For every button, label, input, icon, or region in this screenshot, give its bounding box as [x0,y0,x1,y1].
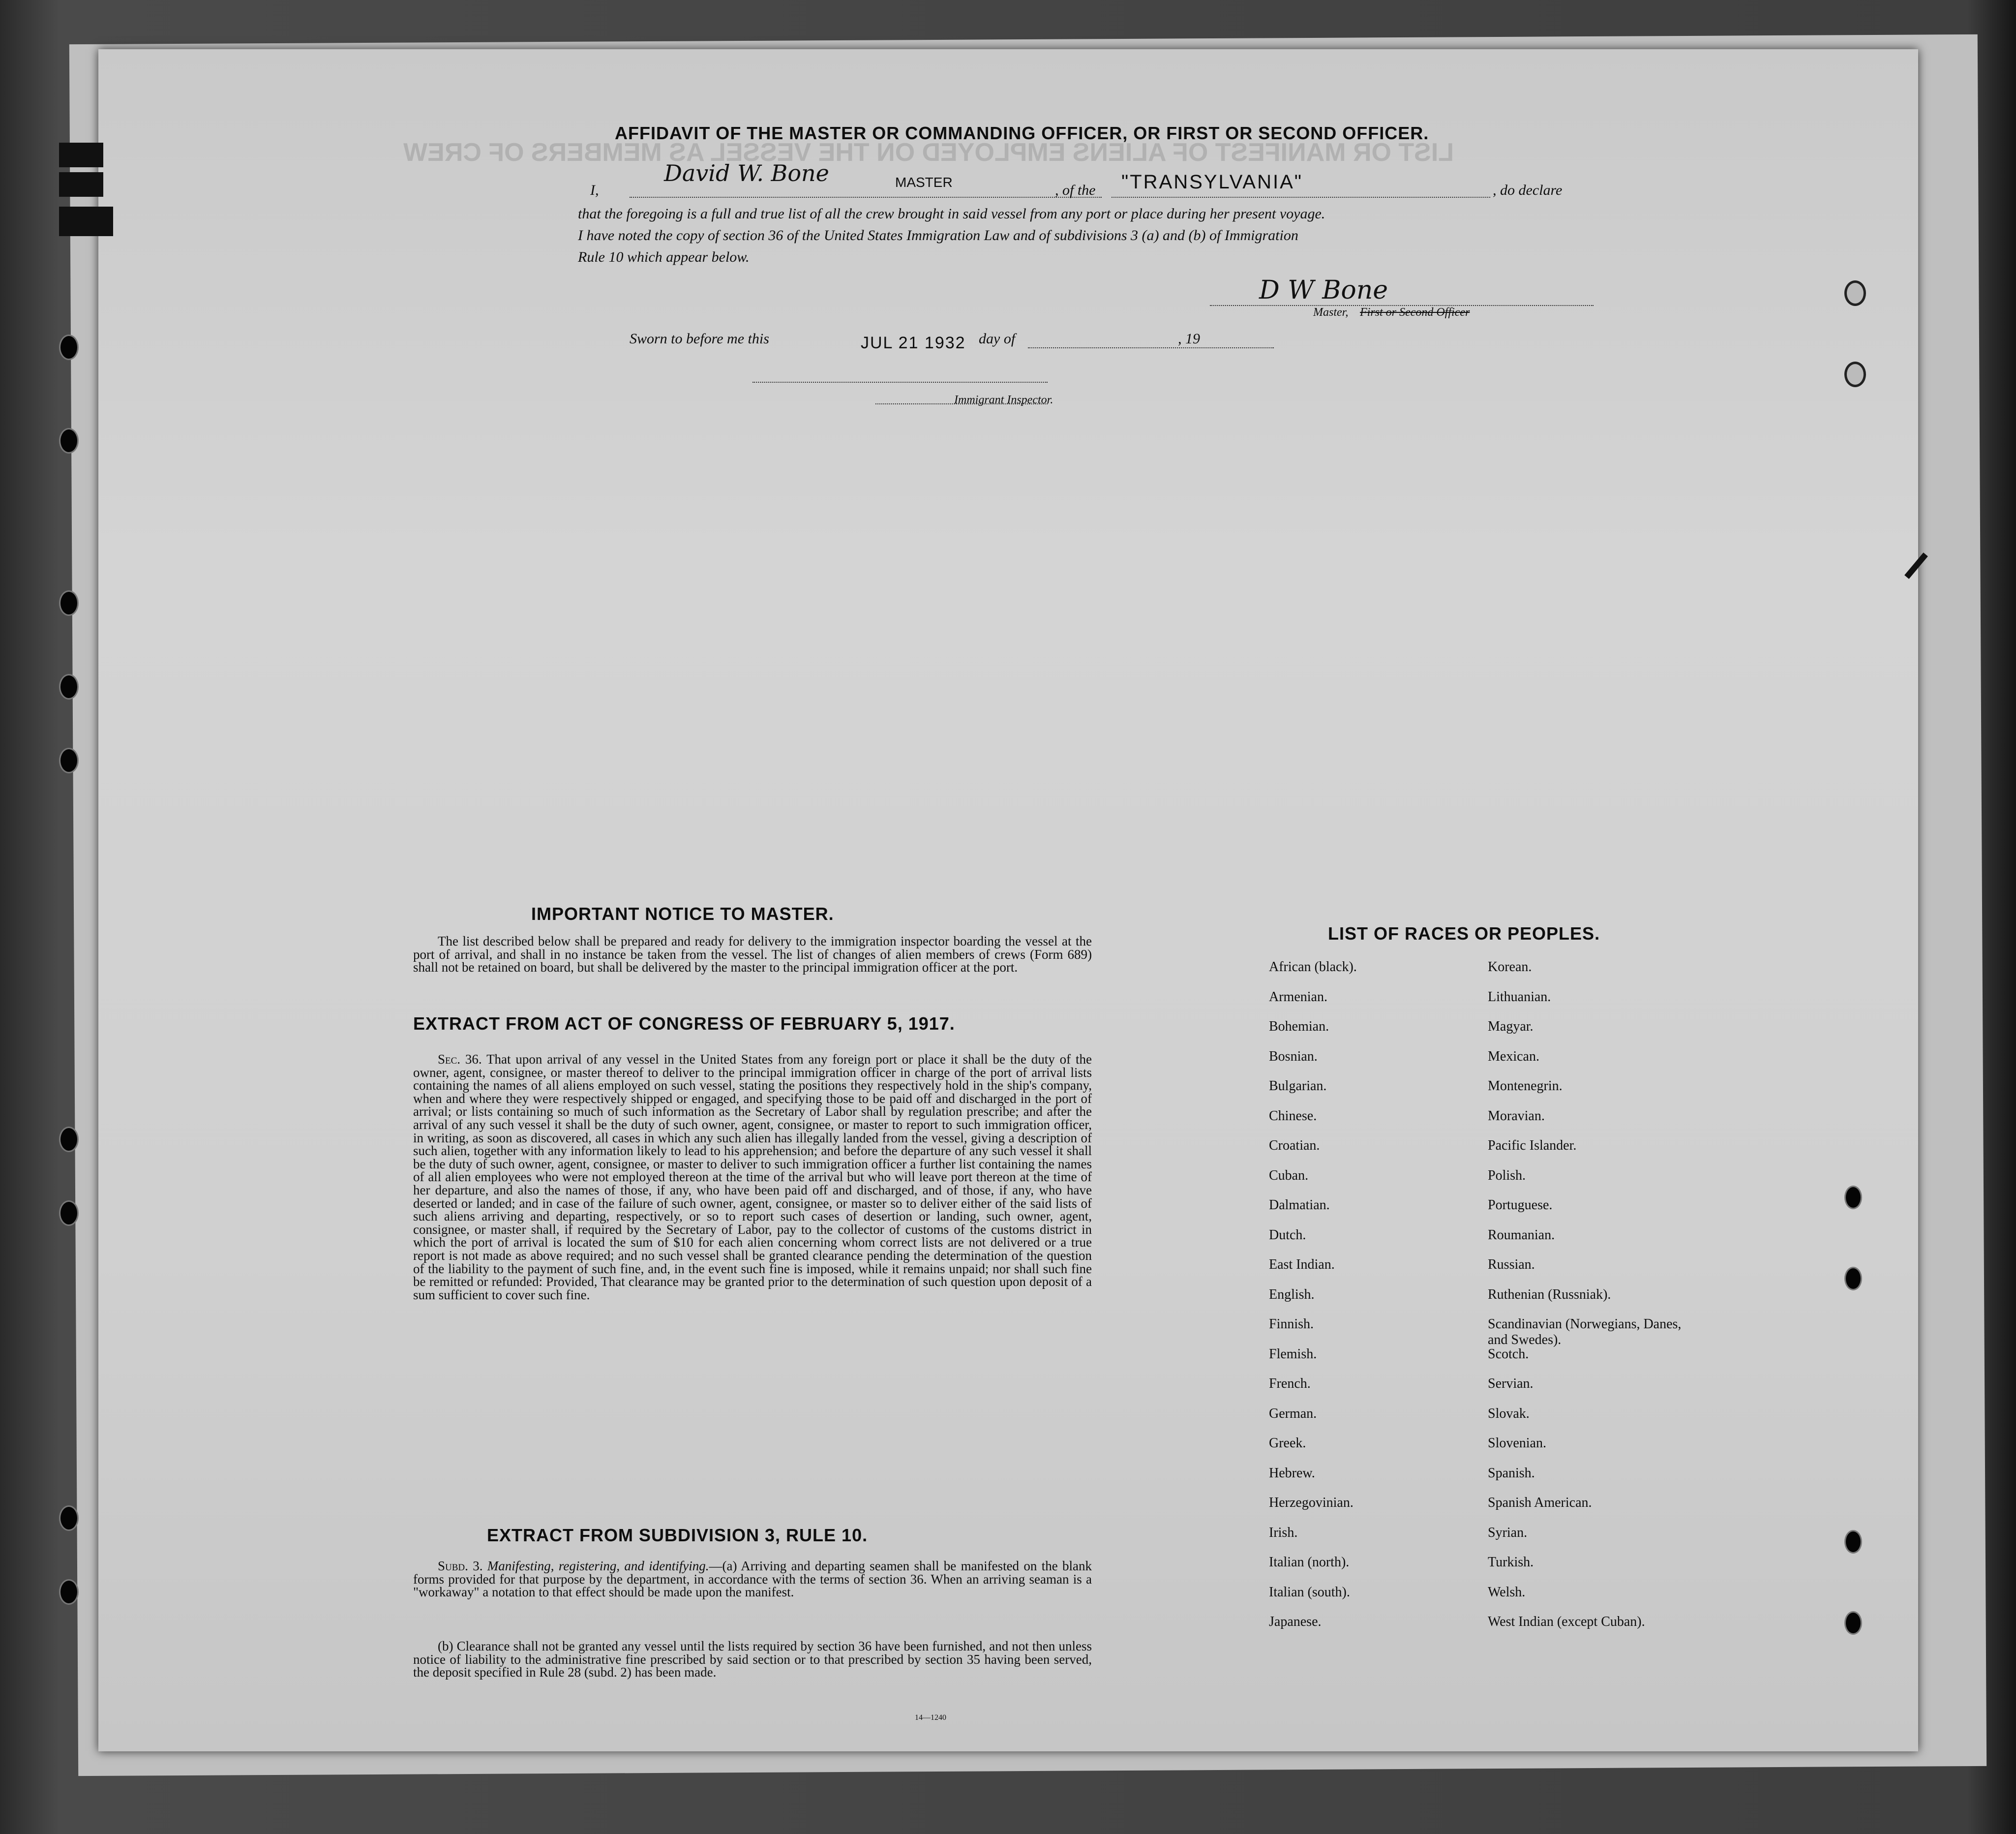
race-item: Slovak. [1488,1406,1530,1421]
race-item: Greek. [1269,1436,1306,1451]
race-item: Spanish American. [1488,1495,1592,1510]
redaction-mark [59,207,113,236]
subd-heading: Manifesting, registering, and identifying. [487,1559,709,1573]
race-item: African (black). [1269,959,1357,975]
race-item: Scotch. [1488,1346,1529,1362]
race-item: Servian. [1488,1376,1534,1391]
race-item: Irish. [1269,1525,1298,1540]
act-title: EXTRACT FROM ACT OF CONGRESS OF FEBRUARY 5, 1917. [413,1013,955,1034]
redaction-mark [59,172,103,197]
name-underline [630,197,1102,198]
affidavit-i-label: I, [590,182,599,198]
race-item: Dalmatian. [1269,1197,1330,1213]
day-of-label: day of [979,331,1016,347]
race-item: Herzegovinian. [1269,1495,1354,1510]
race-item: Ruthenian (Russniak). [1488,1286,1611,1302]
race-item: Mexican. [1488,1048,1539,1064]
punch-hole-icon [1844,1267,1862,1290]
punch-hole-icon [59,748,79,773]
rule-text-b: (b) Clearance shall not be granted any vessel until the lists required by section 36 have been furnished, and not then unless notice of liability to the administrative fine prescribed by said section or to that prescribed by section 35 having been served, the deposit specified in Rule 28 (subd. 2) has been made. [413,1639,1092,1680]
race-item: Magyar. [1488,1019,1534,1034]
punch-hole-icon [59,1505,79,1531]
binder-ring-icon [1844,280,1866,306]
year-label: , 19 [1178,331,1200,347]
race-item: German. [1269,1406,1317,1421]
redaction-mark [59,143,103,167]
race-item: Korean. [1488,959,1532,975]
rule-text-a [413,1559,1092,1599]
punch-hole-icon [1844,1611,1862,1635]
rank-stamp: MASTER [895,175,953,190]
punch-hole-icon [59,1127,79,1152]
affidavit-title: AFFIDAVIT OF THE MASTER OR COMMANDING OFFICER, OR FIRST OR SECOND OFFICER. [615,123,1429,143]
inspector-label: Immigrant Inspector. [954,394,1053,406]
act-text [413,1053,1092,1301]
subd-label: Subd. 3. [438,1559,483,1573]
race-item: Armenian. [1269,989,1327,1005]
punch-hole-icon [59,1200,79,1226]
race-item: Finnish. [1269,1316,1314,1332]
subd-text-a: —(a) Arriving and departing seamen shall be manifested on the blank forms provided for that purpose by the department, in accordance with the terms of section 36. When an arriving seaman is a "workaway" a notation to that effect should be made upon the manifest. [413,1559,1092,1600]
race-item: West Indian (except Cuban). [1488,1614,1645,1629]
race-item: Bohemian. [1269,1019,1329,1034]
day-underline [1028,347,1274,348]
race-item: Hebrew. [1269,1465,1315,1481]
act-body: That upon arrival of any vessel in the United States from any foreign port or place it shall be the duty of the owner, agent, consignee, or master thereof to deliver to the principal immigration officer in charge of the port of arrival lists containing the names of all aliens employed on such vessel, stating the positions they respectively hold in the ship's company, when and where they were respectively shipped or engaged, and specifying those to be paid off and discharged in the port of arrival; or lists containing so much of such information as the Secretary of Labor shall by regulation prescribe; and after the arrival of any such vessel it shall be the duty of such owner, agent, consignee, or master to report to such immigration officer, in writing, as soon as discovered, all cases in which any such alien has illegally landed from the vessel, giving a description of such alien, together with any information likely to lead to his apprehension; and before the departure of any such vessel it shall be the duty of such owner, agent, consignee, or master to deliver to such immigration officer a further list containing the names of all alien employees who were not employed thereon at the time of the arrival but who will leave port thereon at the time of her departure, and also the names of those, if any, who have been paid off and discharged, and of those, if any, who have deserted or landed; and in case of the failure of such owner, agent, consignee, or master so to deliver either of the said lists of such aliens arriving and departing, respectively, or so to report such cases of desertion or landing, such owner, agent, consignee, or master shall, if required by the Secretary of Labor, pay to the collector of customs of the customs district in which the port of arrival is located the sum of $10 for each alien concerning whom correct lists are not delivered or a true report is not made as above required; and no such vessel shall be granted clearance pending the determination of the question of the liability to the payment of such fine, and, in the event such fine is imposed, while it remains unpaid; nor shall such fine be remitted or refunded: Provided, That clearance may be granted prior to the determination of such question upon deposit of a sum sufficient to cover such fine. [413,1052,1092,1302]
vessel-name: "TRANSYLVANIA" [1121,171,1303,193]
date-stamp: JUL 21 1932 [861,334,966,352]
races-right-column [1488,959,1685,1644]
race-item: Lithuanian. [1488,989,1551,1005]
punch-hole-icon [1844,1530,1862,1554]
race-item: Turkish. [1488,1555,1534,1570]
affidavit-line-3: I have noted the copy of section 36 of the United States Immigration Law and of subdivisions 3 (a) and (b) of Immigration [578,227,1298,244]
race-item: Roumanian. [1488,1227,1555,1243]
affidavit-line-4: Rule 10 which appear below. [578,249,750,265]
race-item: Bulgarian. [1269,1078,1327,1094]
punch-hole-icon [59,335,79,360]
document-page [98,49,1918,1751]
ghost-heading: LIST OR MANIFEST OF ALIENS EMPLOYED ON THE VESSEL AS MEMBERS OF CREW [403,138,1454,167]
race-item: Dutch. [1269,1227,1306,1243]
punch-hole-icon [1844,1186,1862,1209]
do-declare-label: , do declare [1493,182,1563,198]
form-number: 14—1240 [915,1713,946,1722]
race-item: Japanese. [1269,1614,1322,1629]
races-title: LIST OF RACES OR PEOPLES. [1328,923,1600,944]
race-item: French. [1269,1376,1311,1391]
punch-hole-icon [59,1579,79,1605]
binder-ring-icon [1844,362,1866,387]
race-item: Flemish. [1269,1346,1317,1362]
race-item: Moravian. [1488,1108,1545,1124]
race-item: Croatian. [1269,1138,1320,1153]
master-label: Master, [1313,306,1349,319]
affidavit-line-2: that the foregoing is a full and true list of all the crew brought in said vessel from any port or place during her present voyage. [578,206,1325,222]
race-item: Portuguese. [1488,1197,1553,1213]
race-item: East Indian. [1269,1257,1335,1272]
vessel-underline [1112,197,1490,198]
master-name-signature: David W. Bone [664,160,829,186]
notice-text: The list described below shall be prepared and ready for delivery to the immigration inspector boarding the vessel at the port of arrival, and shall in no instance be taken from the vessel. The list of changes of alien members of crews (Form 689) shall not be retained on board, but shall be delivered by the master to the principal immigration officer at the port. [413,934,1092,975]
punch-hole-icon [59,428,79,454]
race-item: Italian (south). [1269,1584,1350,1600]
race-item: Syrian. [1488,1525,1528,1540]
race-item: English. [1269,1286,1315,1302]
race-item: Bosnian. [1269,1048,1318,1064]
rule-title: EXTRACT FROM SUBDIVISION 3, RULE 10. [487,1525,868,1545]
race-item: Russian. [1488,1257,1535,1272]
inspector-line-1 [752,382,1048,383]
race-item: Pacific Islander. [1488,1138,1577,1153]
race-item: Italian (north). [1269,1555,1350,1570]
race-item: Chinese. [1269,1108,1317,1124]
master-signature: D W Bone [1259,275,1388,305]
notice-title: IMPORTANT NOTICE TO MASTER. [531,904,834,924]
race-item: Cuban. [1269,1167,1309,1183]
race-item: Polish. [1488,1167,1526,1183]
race-item: Welsh. [1488,1584,1526,1600]
of-the-label: , of the [1055,182,1096,198]
race-item: Montenegrin. [1488,1078,1563,1094]
race-item: Slovenian. [1488,1436,1546,1451]
sec-label: Sec. 36. [438,1052,482,1067]
races-left-column [1269,959,1357,1644]
race-item: Spanish. [1488,1465,1535,1481]
punch-hole-icon [59,590,79,616]
sworn-label: Sworn to before me this [630,331,769,347]
punch-hole-icon [59,674,79,700]
struck-officer-label: First or Second Officer [1360,306,1470,319]
race-item: Scandinavian (Norwegians, Danes, and Swedes). [1488,1316,1682,1347]
